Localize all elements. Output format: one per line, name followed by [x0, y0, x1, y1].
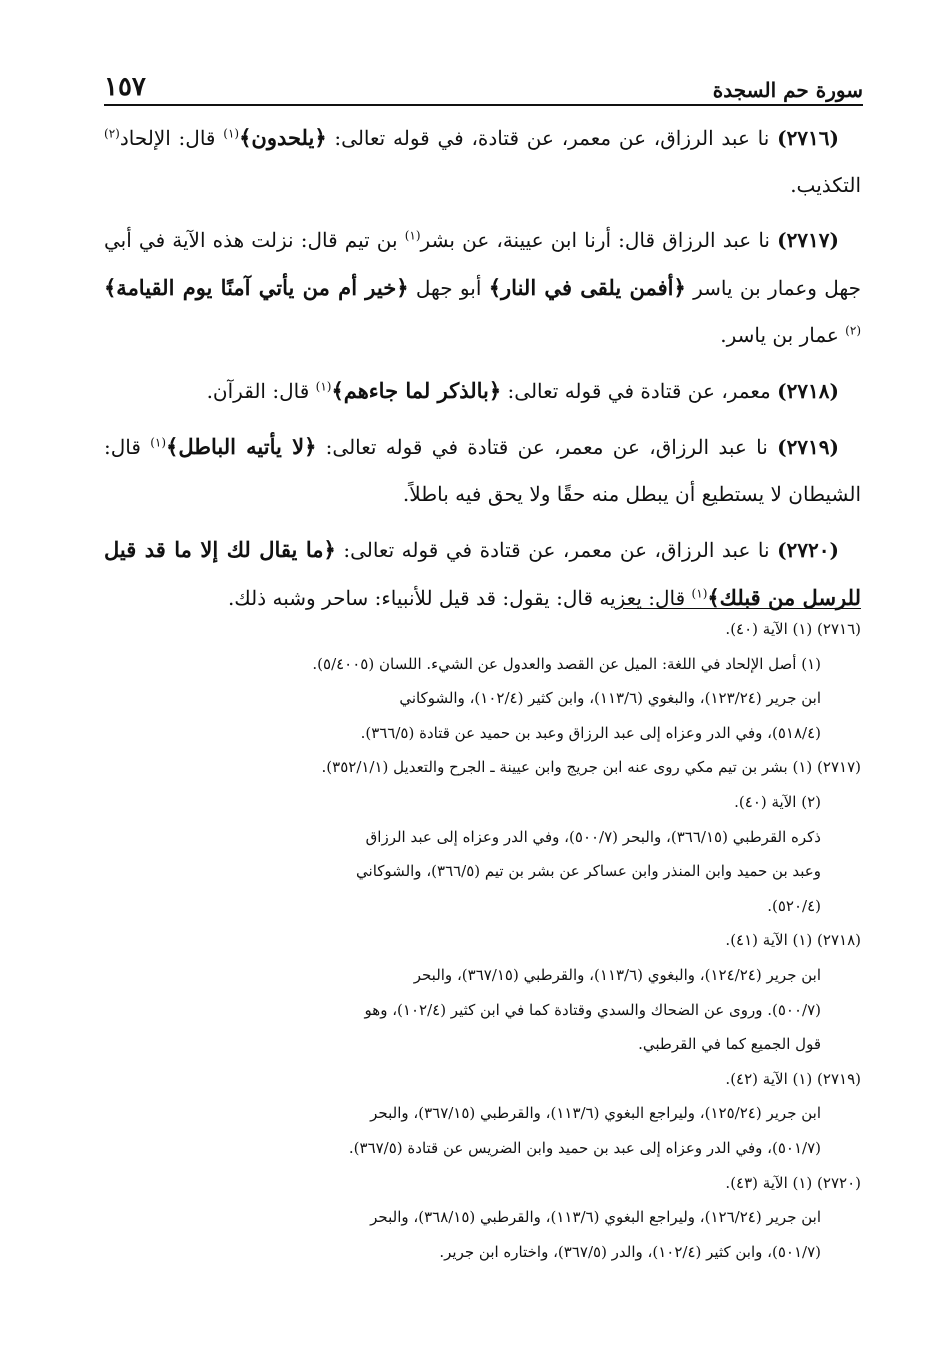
hadith-text: نا عبد الرزاق، عن معمر، عن قتادة، في قوله تعالى:: [326, 126, 778, 150]
hadith-number: (٢٧١٨): [777, 379, 839, 403]
running-title: سورة حم السجدة: [712, 78, 863, 102]
hadith-text: قال: الإلحاد: [119, 126, 224, 150]
hadith-text: نا عبد الرزاق، عن معمر، عن قتادة في قوله تعالى:: [316, 435, 778, 459]
hadith-text: التكذيب.: [790, 173, 861, 197]
hadith-number: (٢٧١٧): [777, 228, 839, 252]
footnote-line: (٢٧١٧) (١) بشر بن تيم مكي روى عنه ابن جريج وابن عيينة ـ الجرح والتعديل (٣٥٢/١/١).: [321, 758, 861, 777]
footnote-line: (٥٠١/٧)، وفي الدر وعزاه إلى عبد بن حميد وابن الضريس عن قتادة (٣٦٧/٥).: [348, 1138, 821, 1157]
footnote-line: (٥٢٠/٤).: [767, 896, 821, 915]
footnote-marker: (٢): [104, 126, 120, 141]
hadith-text: قال: يعزيه قال: يقول: قد قيل للأنبياء: ساحر وشبه ذلك.: [227, 586, 692, 610]
page-header: [104, 64, 863, 102]
main-text: [104, 114, 861, 630]
footnote-line: ابن جرير (١٢٣/٢٤)، والبغوي (١١٣/٦)، وابن كثير (١٠٢/٤)، والشوكاني: [399, 689, 821, 708]
footnote-divider: [623, 608, 861, 609]
hadith-text: معمر، عن قتادة في قوله تعالى:: [501, 379, 778, 403]
footnote-line: (٢٧٢٠) (١) الآية (٤٣).: [725, 1173, 861, 1192]
footnote-marker: (١): [691, 586, 708, 601]
quran-quote: ﴿بالذكر لما جاءهم﴾: [331, 378, 502, 403]
hadith-text: نا عبد الرزاق قال: أرنا ابن عيينة، عن بشر: [420, 228, 778, 252]
footnote-marker: (١): [223, 126, 240, 141]
footnote-line: (٢) الآية (٤٠).: [734, 792, 821, 811]
footnote-line: (٥٠٠/٧). وروى عن الضحاك والسدي وقتادة كما في ابن كثير (١٠٢/٤)، وهو: [364, 1000, 821, 1019]
hadith-number: (٢٧٢٠): [777, 538, 839, 562]
hadith-2719: [104, 423, 861, 518]
quran-quote: ﴿خير أم من يأتي آمنًا يوم القيامة﴾: [104, 275, 409, 300]
footnote-line: (٥٠١/٧)، وابن كثير (١٠٢/٤)، والدر (٣٦٧/٥)، واختاره ابن جرير.: [439, 1242, 821, 1261]
hadith-2718: [104, 367, 861, 415]
hadith-text: أبو جهل: [408, 276, 489, 300]
footnotes: [88, 612, 861, 1269]
quran-quote: ﴿يلحدون﴾: [239, 125, 327, 150]
footnote-line: (٢٧١٩) (١) الآية (٤٢).: [725, 1069, 861, 1088]
footnote-line: (٢٧١٦) (١) الآية (٤٠).: [725, 620, 861, 638]
quran-quote: ﴿لا يأتيه الباطل﴾: [166, 434, 317, 459]
footnote-line: وعبد بن حميد وابن المنذر وابن عساكر عن بشر بن تيم (٣٦٦/٥)، والشوكاني: [356, 862, 821, 881]
hadith-text: عمار بن ياسر.: [720, 323, 846, 347]
footnote-marker: (١): [150, 435, 167, 450]
hadith-number: (٢٧١٦): [777, 126, 839, 150]
hadith-number: (٢٧١٩): [777, 435, 839, 459]
quran-quote: ﴿ما يقال لك إلا ما قد قيل للرسل من قبلك﴾: [104, 537, 861, 610]
footnote-line: (١) أصل الإلحاد في اللغة: الميل عن القصد والعدول عن الشيء. اللسان (٥/٤٠٠٥).: [312, 654, 821, 673]
footnote-marker: (١): [404, 228, 421, 243]
footnote-line: ذكره القرطبي (٣٦٦/١٥)، والبحر (٥٠٠/٧)، وفي الدر وعزاه إلى عبد الرزاق: [365, 827, 821, 846]
footnote-line: ابن جرير (١٢٤/٢٤)، والبغوي (١١٣/٦)، والقرطبي (٣٦٧/١٥)، والبحر: [413, 965, 821, 984]
hadith-text: قال: الشيطان لا يستطيع أن يبطل منه حقًا ولا يحق فيه باطلاً.: [104, 435, 861, 506]
footnote-line: ابن جرير (١٢٦/٢٤)، وليراجع البغوي (١١٣/٦)، والقرطبي (٣٦٨/١٥)، والبحر: [370, 1208, 821, 1227]
footnote-line: (٢٧١٨) (١) الآية (٤١).: [725, 931, 861, 950]
hadith-text: قال: القرآن.: [206, 379, 316, 403]
hadith-2716: [104, 114, 861, 209]
header-divider: [104, 104, 863, 106]
page-number: ١٥٧: [104, 72, 146, 102]
footnote-marker: (٢): [845, 323, 861, 338]
hadith-text: نا عبد الرزاق، عن معمر، عن قتادة في قوله تعالى:: [335, 538, 778, 562]
footnote-line: قول الجميع كما في القرطبي.: [638, 1035, 821, 1054]
hadith-text: بن تيم قال: نزلت هذه الآية في أبي جهل وعمار بن ياسر: [104, 228, 862, 300]
footnote-line: (٥١٨/٤)، وفي الدر وعزاه إلى عبد الرزاق وعبد بن حميد عن قتادة (٣٦٦/٥).: [360, 723, 821, 742]
quran-quote: ﴿أفمن يلقى في النار﴾: [488, 275, 686, 300]
footnote-marker: (١): [315, 379, 332, 394]
hadith-2717: [104, 217, 861, 359]
footnote-line: ابن جرير (١٢٥/٢٤)، وليراجع البغوي (١١٣/٦)، والقرطبي (٣٦٧/١٥)، والبحر: [370, 1104, 821, 1123]
